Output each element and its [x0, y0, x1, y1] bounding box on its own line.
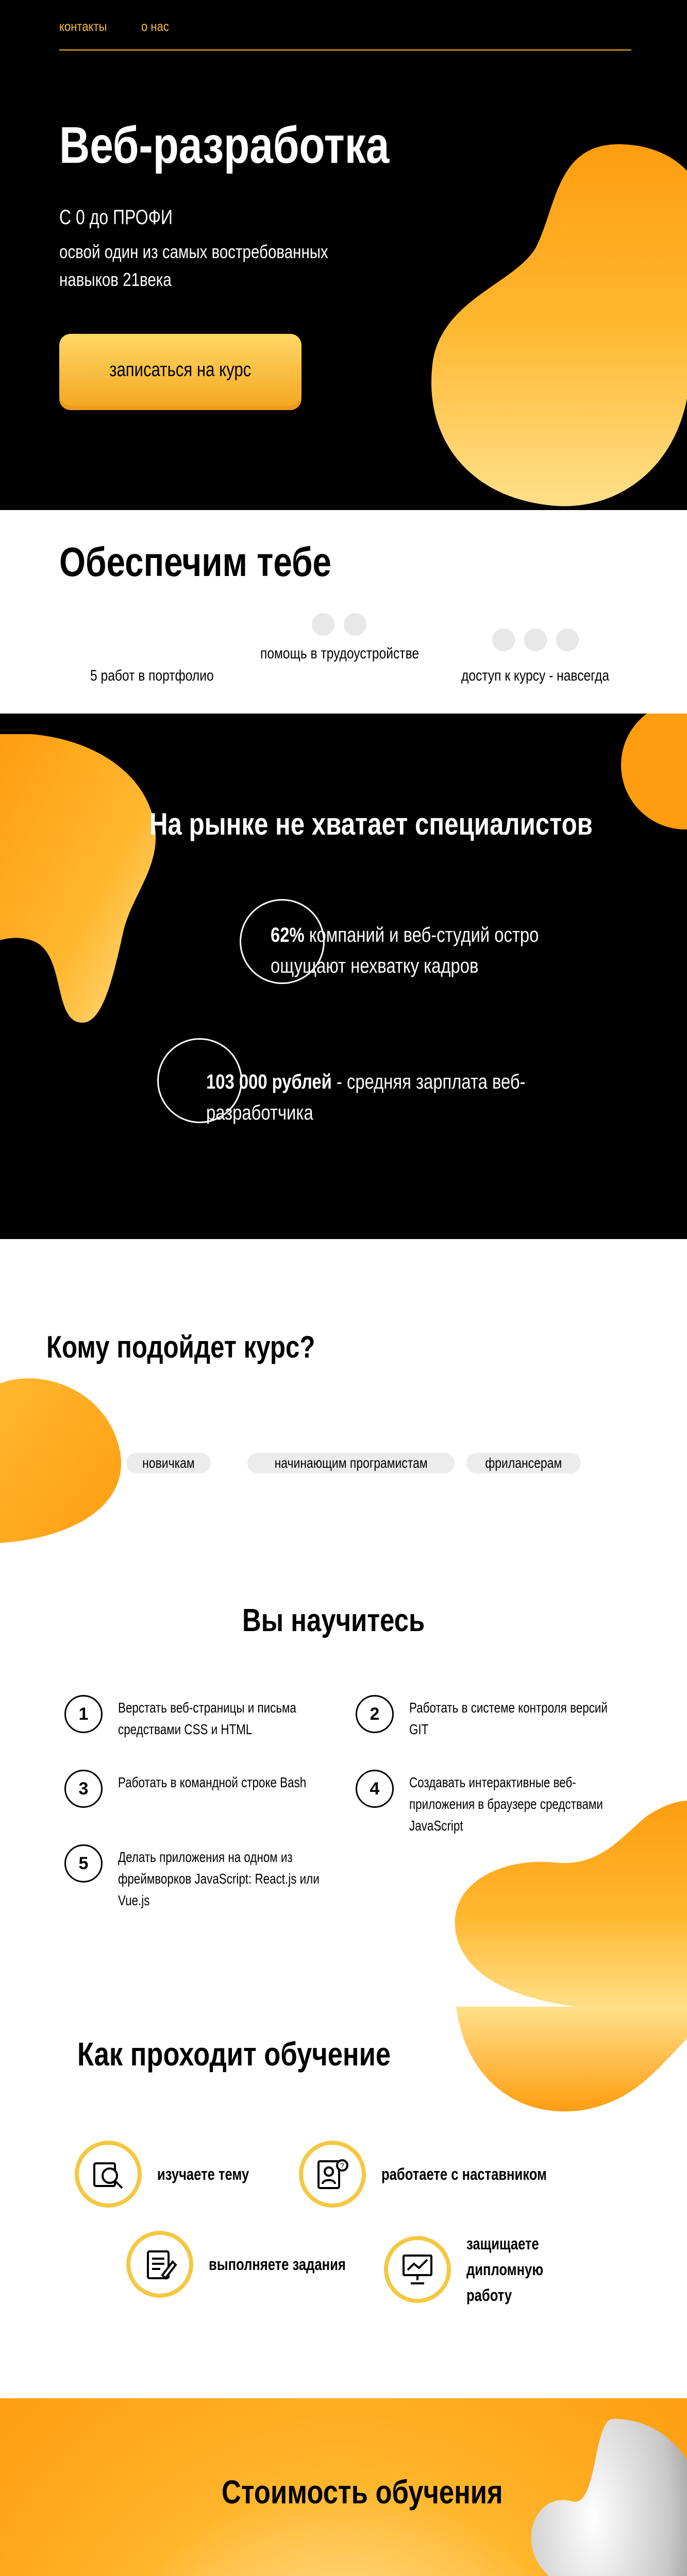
learn-num-3: 3 — [64, 1770, 103, 1808]
nav-contacts[interactable]: контакты — [59, 19, 107, 34]
process-section — [0, 2007, 687, 2398]
presentation-icon — [384, 2236, 451, 2303]
guarantee-dots-2 — [312, 613, 366, 636]
guarantee-dots-3 — [492, 629, 579, 651]
learn-item-1 — [64, 1695, 386, 1740]
price-section — [0, 2398, 687, 2576]
audience-beginners-label: новичкам — [142, 1455, 195, 1471]
who-section — [0, 1239, 687, 1548]
stat-vacancy-value: 62% — [271, 924, 305, 946]
learn-text-3: Работать в командной строке Bash — [118, 1774, 307, 1790]
learn-num-5: 5 — [64, 1844, 103, 1883]
who-title: Кому подойдет курс? — [46, 1330, 315, 1364]
learn-num-1: 1 — [64, 1695, 103, 1733]
audience-beginners — [126, 1453, 211, 1473]
stat-salary — [206, 1066, 544, 1128]
guarantee-item-employment: помощь в трудоустройстве — [260, 645, 420, 662]
process-blob — [451, 2007, 687, 2141]
price-title: Стоимость обучения — [222, 2473, 503, 2511]
learn-text-2: Работать в системе контроля версий GIT — [409, 1700, 608, 1737]
process-label-study: изучаете тему — [157, 2165, 249, 2183]
audience-freelancers — [466, 1453, 581, 1473]
guarantee-item-access: доступ к курсу - навсегда — [461, 667, 610, 684]
learn-item-5 — [64, 1844, 386, 1911]
task-icon — [126, 2231, 193, 2298]
hero-title: Веб-разработка — [59, 116, 390, 174]
dot-decor — [344, 613, 366, 636]
stat-salary-value: 103 000 рублей — [206, 1071, 332, 1093]
hero-blob — [402, 144, 687, 510]
price-blob-right — [515, 2419, 687, 2576]
mentor-icon — [299, 2141, 366, 2208]
process-label-tasks: выполняете задания — [209, 2255, 346, 2274]
process-step-diploma — [384, 2231, 621, 2308]
guarantee-section — [0, 510, 687, 714]
dot-decor — [556, 629, 579, 651]
process-label-mentor: работаете с наставником — [381, 2165, 547, 2183]
learn-title: Вы научитесь — [242, 1603, 425, 1638]
market-section — [0, 714, 687, 1239]
hero-description: освой один из самых востребованных навыков 21века — [59, 241, 328, 290]
process-label-diploma: защищаете дипломную работу — [466, 2234, 544, 2304]
audience-junior-devs-label: начинающим програмистам — [274, 1455, 428, 1471]
learn-text-1: Верстать веб-страницы и письма средствами CSS и HTML — [118, 1700, 296, 1737]
dot-decor — [492, 629, 515, 651]
learn-num-2: 2 — [356, 1695, 394, 1733]
dot-decor — [312, 613, 334, 636]
svg-text:?: ? — [340, 2161, 344, 2170]
who-blob — [0, 1368, 124, 1543]
nav-about[interactable]: о нас — [141, 19, 169, 34]
nav-divider — [59, 49, 631, 50]
hero-section — [0, 0, 687, 510]
learn-item-2 — [356, 1695, 677, 1740]
dot-decor — [524, 629, 547, 651]
learn-text-4: Создавать интерактивные веб-приложения в браузере средствами JavaScript — [409, 1774, 603, 1834]
learn-section — [0, 1548, 687, 2007]
hero-subtitle: С 0 до ПРОФИ — [59, 206, 173, 229]
market-blob-right — [618, 714, 687, 832]
process-step-mentor — [299, 2141, 588, 2208]
stat-vacancy-text: компаний и веб-студий остро ощущают нехватку кадров — [271, 924, 539, 977]
learn-item-3 — [64, 1770, 386, 1808]
guarantee-title: Обеспечим тебе — [59, 539, 332, 585]
market-title: На рынке не хватает специалистов — [149, 807, 593, 841]
learn-item-4 — [356, 1770, 677, 1837]
audience-junior-devs — [247, 1453, 455, 1473]
hero-signup-button[interactable] — [59, 334, 301, 406]
process-step-study — [75, 2141, 272, 2208]
audience-freelancers-label: фрилансерам — [485, 1455, 562, 1471]
market-blob-left — [0, 734, 180, 1023]
learn-num-4: 4 — [356, 1770, 394, 1808]
hero-signup-label: записаться на курс — [109, 359, 252, 381]
process-step-tasks — [126, 2231, 380, 2298]
top-nav — [59, 19, 174, 35]
stat-salary-text: - средняя зарплата веб-разработчика — [206, 1071, 526, 1124]
search-document-icon — [75, 2141, 142, 2208]
process-title: Как проходит обучение — [77, 2036, 391, 2073]
guarantee-item-portfolio: 5 работ в портфолио — [90, 667, 214, 684]
stat-vacancy — [271, 920, 609, 981]
learn-text-5: Делать приложения на одном из фреймворков JavaScript: React.js или Vue.js — [118, 1849, 320, 1908]
